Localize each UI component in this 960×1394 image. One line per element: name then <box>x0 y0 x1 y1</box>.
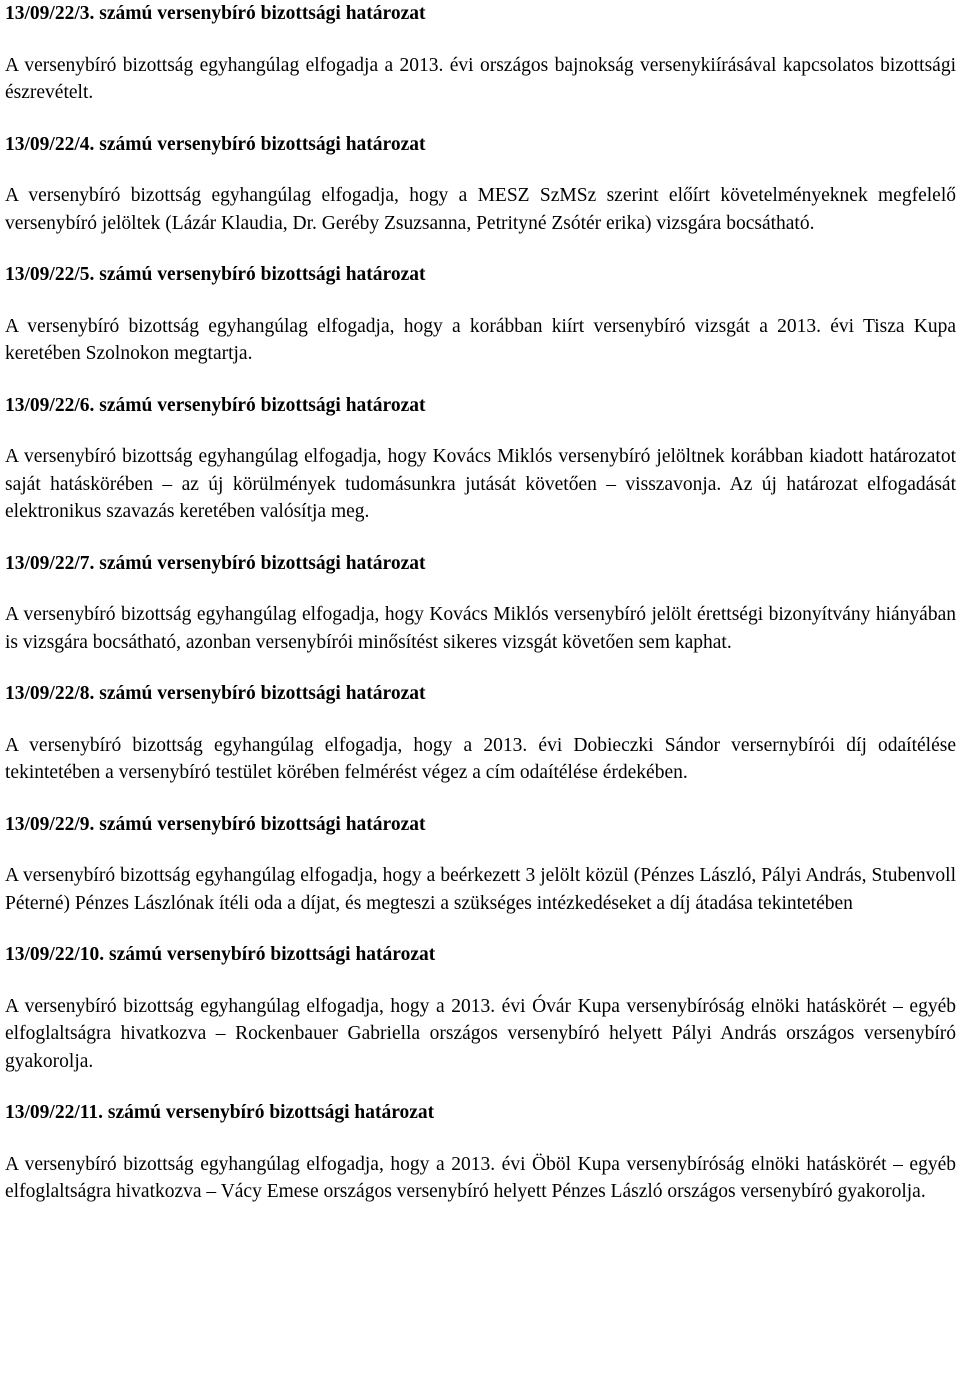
resolution-section <box>5 941 956 1099</box>
resolution-text: A versenybíró bizottság egyhangúlag elfogadja, hogy a 2013. évi Öböl Kupa versenybíróság elnöki hatáskörét – egyéb elfoglaltságra hivatkozva – Vácy Emese országos versenybíró helyett Pénzes László országos versenybíró gyakorolja. <box>5 1153 956 1202</box>
resolution-heading: 13/09/22/7. számú versenybíró bizottsági határozat <box>5 552 426 574</box>
resolution-section <box>5 811 956 942</box>
resolution-section <box>5 1099 956 1206</box>
spacer <box>5 419 956 443</box>
spacer <box>5 1127 956 1151</box>
resolution-text: A versenybíró bizottság egyhangúlag elfogadja, hogy a MESZ SzMSz szerint előírt követelményeknek megfelelő versenybíró jelöltek (Lázár Klaudia, Dr. Geréby Zsuzsanna, Petrityné Zsótér erika) vizsgára bocsátható. <box>5 185 956 234</box>
spacer <box>5 28 956 52</box>
resolution-section <box>5 261 956 392</box>
spacer <box>5 708 956 732</box>
spacer <box>5 107 956 131</box>
resolution-section <box>5 131 956 262</box>
resolution-text: A versenybíró bizottság egyhangúlag elfogadja a 2013. évi országos bajnokság versenykiírásával kapcsolatos bizottsági észrevételt. <box>5 54 956 103</box>
resolution-text: A versenybíró bizottság egyhangúlag elfogadja, hogy a beérkezett 3 jelölt közül (Pénzes László, Pályi András, Stubenvoll Péterné) Pénzes Lászlónak ítéli oda a díjat, és megteszi a szükséges intézkedéseket a díj átadása tekintetében <box>5 865 956 914</box>
resolution-section <box>5 392 956 550</box>
spacer <box>5 656 956 680</box>
resolution-heading: 13/09/22/8. számú versenybíró bizottsági határozat <box>5 683 426 704</box>
resolution-section <box>5 0 956 131</box>
spacer <box>5 577 956 601</box>
resolution-text: A versenybíró bizottság egyhangúlag elfogadja, hogy a 2013. évi Óvár Kupa versenybíróság elnöki hatáskörét – egyéb elfoglaltságra hivatkozva – Rockenbauer Gabriella országos versenybíró helyett Pályi András országos versenybíró gyakorolja. <box>5 995 956 1072</box>
resolution-heading: 13/09/22/5. számú versenybíró bizottsági határozat <box>5 264 426 285</box>
resolution-section <box>5 680 956 811</box>
resolution-heading: 13/09/22/3. számú versenybíró bizottsági határozat <box>5 3 426 24</box>
resolution-text: A versenybíró bizottság egyhangúlag elfogadja, hogy Kovács Miklós versenybíró jelöltnek korábban kiadott határozatot saját hatáskörében – az új körülmények tudomásunkra jutását követően – visszavonja. Az új határozat elfogadását elektronikus szavazás keretében valósítja meg. <box>5 446 956 522</box>
resolution-heading: 13/09/22/9. számú versenybíró bizottsági határozat <box>5 813 426 835</box>
spacer <box>5 787 956 811</box>
spacer <box>5 526 956 550</box>
resolution-text: A versenybíró bizottság egyhangúlag elfogadja, hogy Kovács Miklós versenybíró jelölt érettségi bizonyítvány hiányában is vizsgára bocsátható, azonban versenybírói minősítést sikeres vizsgát követően sem kaphat. <box>5 604 956 653</box>
resolution-heading: 13/09/22/4. számú versenybíró bizottsági határozat <box>5 133 426 155</box>
resolution-text: A versenybíró bizottság egyhangúlag elfogadja, hogy a korábban kiírt versenybíró vizsgát a 2013. évi Tisza Kupa keretében Szolnokon megtartja. <box>5 315 956 364</box>
resolution-heading: 13/09/22/10. számú versenybíró bizottsági határozat <box>5 944 436 965</box>
resolution-heading: 13/09/22/11. számú versenybíró bizottsági határozat <box>5 1102 435 1123</box>
resolution-text: A versenybíró bizottság egyhangúlag elfogadja, hogy a 2013. évi Dobieczki Sándor versernybírói díj odaítélése tekintetében a versenybíró testület körében felmérést végez a cím odaítélése érdekében. <box>5 734 956 783</box>
spacer <box>5 1075 956 1099</box>
spacer <box>5 838 956 862</box>
spacer <box>5 969 956 993</box>
spacer <box>5 289 956 313</box>
resolution-heading: 13/09/22/6. számú versenybíró bizottsági határozat <box>5 394 426 416</box>
resolution-section <box>5 550 956 681</box>
spacer <box>5 237 956 261</box>
document-page <box>5 0 956 1206</box>
spacer <box>5 158 956 182</box>
spacer <box>5 917 956 941</box>
spacer <box>5 368 956 392</box>
